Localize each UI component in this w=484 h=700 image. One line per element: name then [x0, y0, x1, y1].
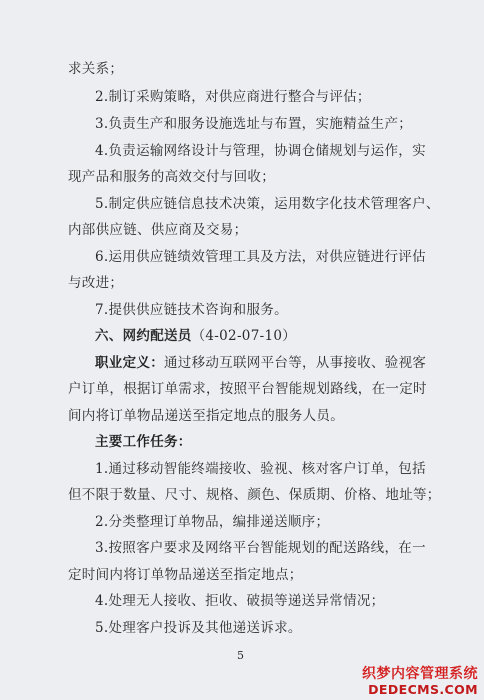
text-line: 4.负责运输网络设计与管理，协调仓储规划与运作，实: [95, 143, 426, 159]
watermark-en: DEDECMS.COM: [368, 681, 478, 697]
definition-line: [95, 354, 426, 372]
occupation-code: （4-02-07-10）: [191, 328, 297, 344]
definition-text: 通过移动互联网平台等，从事接收、验视客: [164, 355, 427, 371]
text-line: 求关系；: [68, 61, 124, 77]
text-line: 间内将订单物品递送至指定地点的服务人员。: [68, 408, 344, 424]
text-line: 6.运用供应链绩效管理工具及方法，对供应链进行评估: [95, 249, 426, 265]
text-line: 3.按照客户要求及网络平台智能规划的配送路线，在一: [95, 540, 426, 556]
text-line: 户订单，根据订单需求，按照平台智能规划路线，在一定时: [68, 381, 427, 397]
text-line: 现产品和服务的高效交付与回收；: [68, 169, 275, 185]
text-line: 与改进；: [68, 275, 124, 291]
definition-label: 职业定义：: [95, 355, 164, 371]
page-number: 5: [237, 649, 244, 662]
text-line: 但不限于数量、尺寸、规格、颜色、保质期、价格、地址等；: [68, 487, 441, 503]
text-line: 7.提供供应链技术咨询和服务。: [95, 302, 288, 318]
text-line: 内部供应链、供应商及交易；: [68, 222, 248, 238]
section-title: 六、网约配送员: [95, 328, 192, 344]
text-line: 5.处理客户投诉及其他递送诉求。: [95, 620, 302, 636]
text-line: 5.制定供应链信息技术决策，运用数字化技术管理客户、: [95, 196, 440, 212]
text-line: 1.通过移动智能终端接收、验视、核对客户订单，包括: [95, 461, 426, 477]
text-line: 4.处理无人接收、拒收、破损等递送异常情况；: [95, 593, 385, 609]
text-line: 2.制订采购策略，对供应商进行整合与评估；: [95, 89, 371, 105]
watermark: [362, 667, 478, 697]
tasks-heading: 主要工作任务：: [95, 434, 192, 450]
watermark-cn: 织梦内容管理系统: [362, 665, 478, 682]
text-line: 定时间内将订单物品递送至指定地点；: [68, 567, 303, 583]
section-heading: [95, 327, 296, 345]
text-line: 2.分类整理订单物品，编排递送顺序；: [95, 514, 330, 530]
text-line: 3.负责生产和服务设施选址与布置，实施精益生产；: [95, 116, 413, 132]
